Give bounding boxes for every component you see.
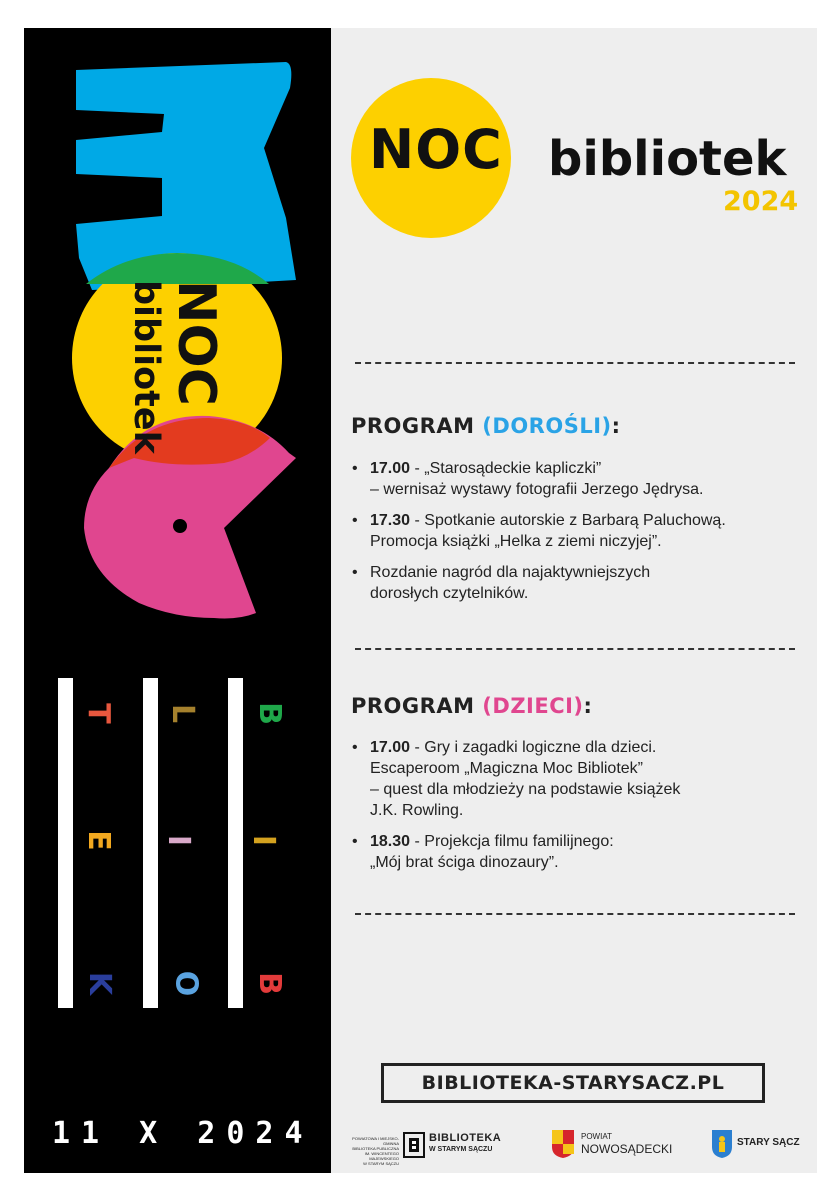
art-letter-i2: I [246, 834, 282, 847]
logo-noc: NOC [369, 118, 503, 181]
powiat-name: NOWOSĄDECKI [581, 1142, 673, 1156]
art-letter-k: K [82, 971, 118, 996]
heading-children: PROGRAM (DZIECI): [351, 694, 593, 718]
list-item: • Rozdanie nagród dla najaktywniejszych dorosłych czytelników. [351, 562, 811, 604]
art-letter-b2: B [251, 972, 287, 995]
library-full-name: POWIATOWA I MIEJSKO-GMINNA BIBLIOTEKA PUBLICZNA IM. WINCENTEGO MAJEWSKIEGO W STARYM SĄCZU [352, 1136, 399, 1166]
divider-2 [355, 648, 795, 650]
list-item: • 18.30 - Projekcja filmu familijnego: „Mój brat ściga dinozaury”. [351, 831, 811, 873]
art-letter-l: L [165, 703, 201, 724]
heading-children-accent: (DZIECI) [482, 694, 584, 718]
list-item: • 17.00 - Gry i zagadki logiczne dla dzieci. Escaperoom „Magiczna Moc Bibliotek” – quest dla młodzieży na podstawie książek J.K. Rowling. [351, 737, 811, 821]
website-link[interactable]: BIBLIOTEKA-STARYSACZ.PL [381, 1063, 765, 1103]
svg-text:NOC: NOC [166, 280, 226, 406]
stary-sacz-coat-of-arms-icon [711, 1129, 733, 1159]
art-letter-i: I [161, 834, 197, 847]
svg-text:bibliotek: bibliotek [126, 280, 166, 454]
art-letter-e: E [80, 830, 116, 851]
library-logo-icon [403, 1132, 425, 1158]
logo-bibliotek: bibliotek [548, 131, 787, 187]
stary-sacz-label: STARY SĄCZ [737, 1137, 800, 1148]
heading-adults: PROGRAM (DOROŚLI): [351, 414, 621, 438]
art-letter-t: T [80, 703, 116, 724]
library-name: BIBLIOTEKA [429, 1132, 502, 1144]
event-date: 11 X 2024 [52, 1116, 314, 1151]
moc-letters-art [24, 28, 331, 1173]
divider-3 [355, 913, 795, 915]
poster-art-panel [24, 28, 331, 1173]
program-panel [331, 28, 817, 1173]
art-letter-b: B [251, 702, 287, 725]
logo-year: 2024 [723, 186, 799, 217]
art-letter-o: O [168, 970, 204, 997]
list-item: • 17.00 - „Starosądeckie kapliczki” – wernisaż wystawy fotografii Jerzego Jędrysa. [351, 458, 811, 500]
program-children-list [351, 737, 811, 883]
powiat-coat-of-arms-icon [551, 1129, 575, 1159]
heading-adults-accent: (DOROŚLI) [482, 414, 612, 438]
list-item: • 17.30 - Spotkanie autorskie z Barbarą Paluchową. Promocja książki „Helka z ziemi niczyjej”. [351, 510, 811, 552]
library-location: W STARYM SĄCZU [429, 1146, 493, 1153]
powiat-label: POWIAT [581, 1132, 612, 1141]
divider-1 [355, 362, 795, 364]
program-adults-list [351, 458, 811, 614]
